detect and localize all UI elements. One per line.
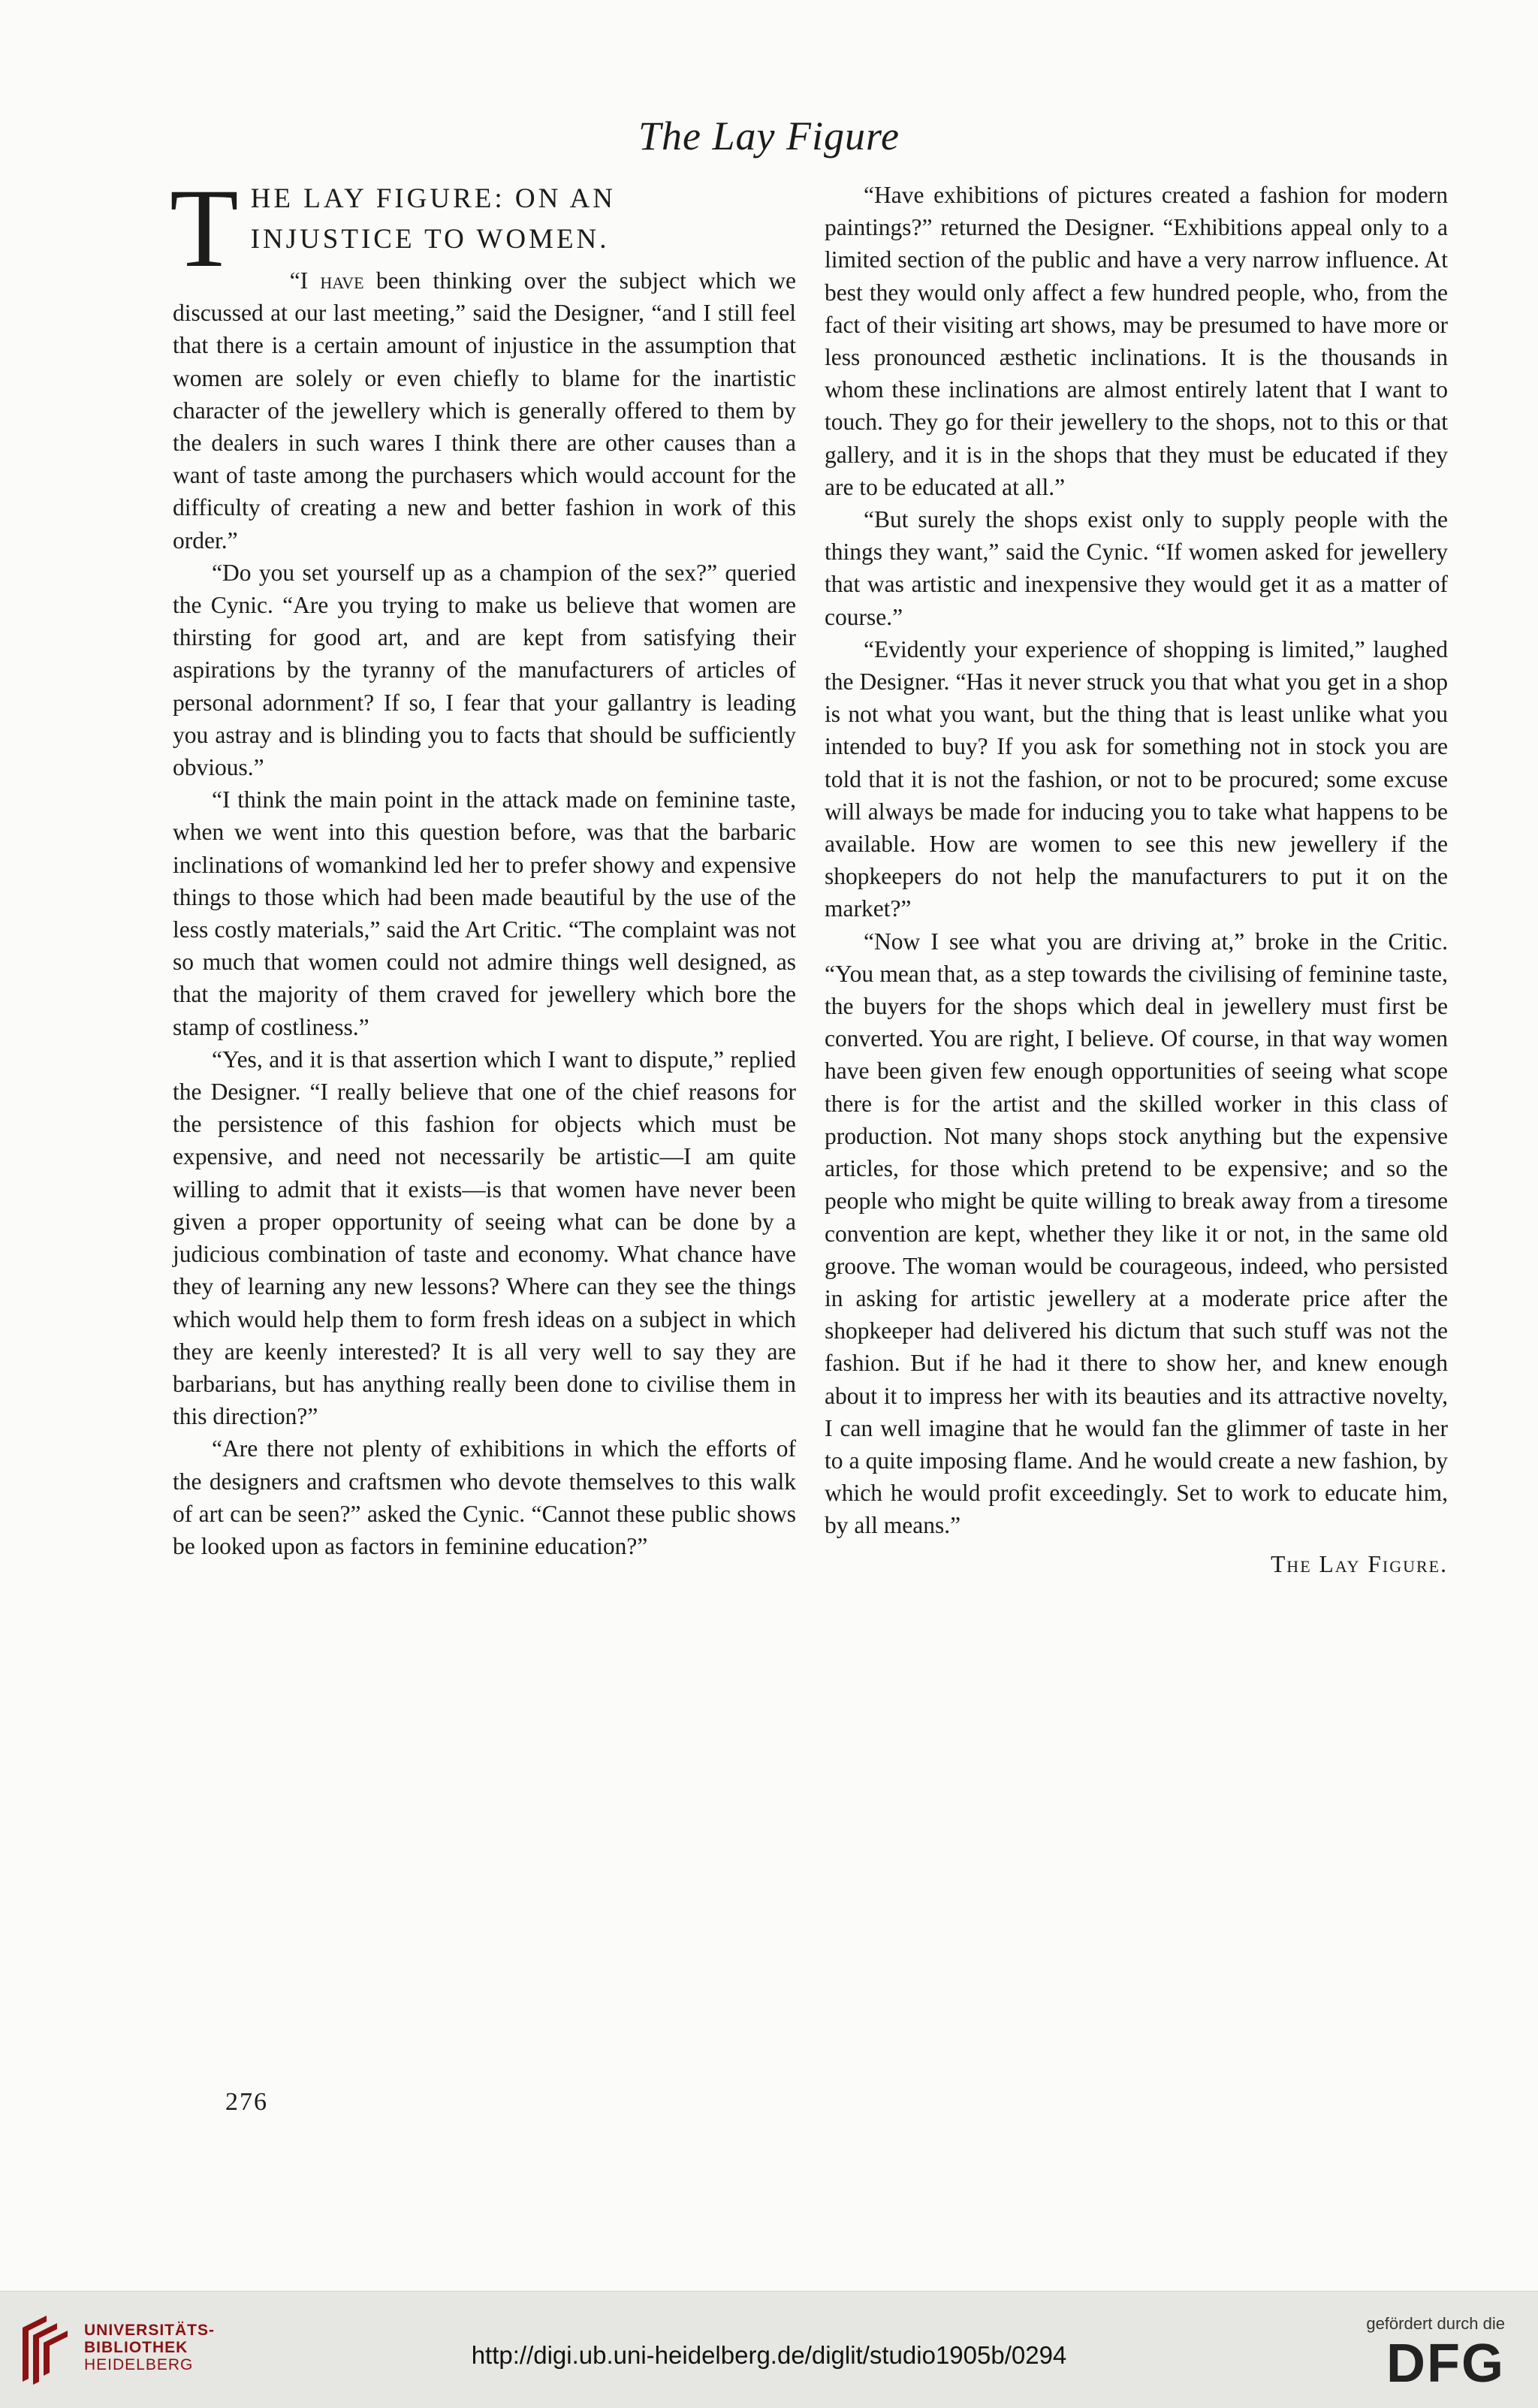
digitization-footer [0,2291,1538,2408]
paragraph: “I think the main point in the attack made on feminine taste, when we went into this question before, was that the barbaric inclinations of womankind led her to prefer showy and expensive things to those which had been made beautiful by the use of the less costly materials,” said the Art Critic. “The complaint was not so much that women could not admire things well designed, as that the majority of them craved for jewellery which bore the stamp of costliness.” [173,786,796,1040]
paragraph: “Yes, and it is that assertion which I want to dispute,” replied the Designer. “I really believe that one of the chief reasons for the persistence of this fashion for objects which must be expensive, and need not necessarily be artistic—I am quite willing to admit that it exists—is that women have never been given a proper opportunity of seeing what can be done by a judicious combination of taste and economy. What chance have they of learning any new lessons? Where can they see the things which would help them to form fresh ideas on a subject in which they are keenly interested? It is all very well to say they are barbarians, but has anything really been done to civilise them in this direction?” [173,1046,796,1430]
paragraph: “Are there not plenty of exhibitions in which the efforts of the designers and craftsmen who devote themselves to this walk of art can be seen?” asked the Cynic. “Cannot these public shows be looked upon as factors in feminine education?” [173,1435,796,1559]
dfg-logo: DFG [1386,2334,1505,2394]
paragraph [173,264,796,557]
library-name-line: HEIDELBERG [84,2356,194,2373]
source-url-link[interactable]: http://digi.ub.uni-heidelberg.de/diglit/studio1905b/0294 [471,2341,1067,2369]
library-name-line: UNIVERSITÄTS- [84,2322,216,2339]
funder-block [1366,2314,1505,2394]
title-line-2: INJUSTICE TO WOMEN. [250,224,610,255]
funder-label: gefördert durch die [1366,2314,1505,2333]
library-name-line: BIBLIOTHEK [84,2339,188,2356]
paragraph: “Do you set yourself up as a champion of the sex?” queried the Cynic. “Are you trying to make us believe that women are thirsting for good art, and are kept from satisfying their aspirations by the tyranny of the manufacturers of articles of personal adornment? If so, I fear that your gallantry is leading you astray and is blinding you to facts that should be sufficiently obvious.” [173,559,796,781]
paragraph: “Have exhibitions of pictures created a fashion for modern paintings?” returned the Designer. “Exhibitions appeal only to a limited section of the public and have a very narrow influence. At best they would only affect a few hundred people, who, from the fact of their visiting art shows, may be presumed to have more or less pronounced æsthetic inclinations. It is the thousands in whom these inclinations are almost entirely latent that I want to touch. They go for their jewellery to the shops, not to this or that gallery, and it is in the shops that they must be educated if they are to be educated at all.” [825,182,1448,500]
paragraph: “But surely the shops exist only to supply people with the things they want,” said the Cynic. “If women asked for jewellery that was artistic and inexpensive they would get it as a matter of course.” [825,506,1448,630]
paragraph: “Now I see what you are driving at,” broke in the Critic. “You mean that, as a step towards the civilising of feminine taste, the buyers for the shops which deal in jewellery must first be converted. You are right, I believe. Of course, in that way women have been given few enough opportunities of seeing what scope there is for the artist and the skilled worker in this class of production. Not many shops stock anything but the expensive articles, for those which pretend to be expensive; and so the people who might be quite willing to break away from a tiresome convention are kept, whether they like it or not, in the same old groove. The woman would be courageous, indeed, who persisted in asking for artistic jewellery at a moderate price after the shopkeeper had delivered his dictum that such stuff was not the fashion. But if he had it there to show her, and knew enough about it to impress her with its beauties and its attractive novelty, I can well imagine that he would fan the glimmer of taste in her to a quite imposing flame. And he would create a new fashion, by which he would profit exceedingly. Set to work to educate him, by all means.” [825,928,1448,1539]
paragraph: “Evidently your experience of shopping is limited,” laughed the Designer. “Has it never struck you that what you get in a shop is not what you want, but the thing that is least unlike what you intended to buy? If you ask for something not in stock you are told that it is not the fashion, or not to be procured; some excuse will always be made for inducing you to take what happens to be available. How are women to see this new jewellery if the shopkeepers do not help the manufacturers to put it on the market?” [825,635,1448,922]
right-column [825,179,1448,1580]
page-number: 276 [225,2088,268,2116]
title-line-1: HE LAY FIGURE: ON AN [250,183,616,214]
running-head: The Lay Figure [638,113,900,158]
title-dropcap: T [170,166,242,291]
left-column [170,166,796,1562]
opening-smallcaps: “I have [289,267,364,294]
signature: The Lay Figure. [1271,1550,1448,1577]
paragraph-text: been thinking over the subject which we discussed at our last meeting,” said the Designer, “and I still feel that there is a certain amount of injustice in the assumption that women are solely or even chiefly to blame for the inartistic character of the jewellery which is generally offered to them by the dealers in such wares I think there are other causes than a want of taste among the purchasers which would account for the difficulty of creating a new and better fashion in work of this order.” [173,267,796,554]
